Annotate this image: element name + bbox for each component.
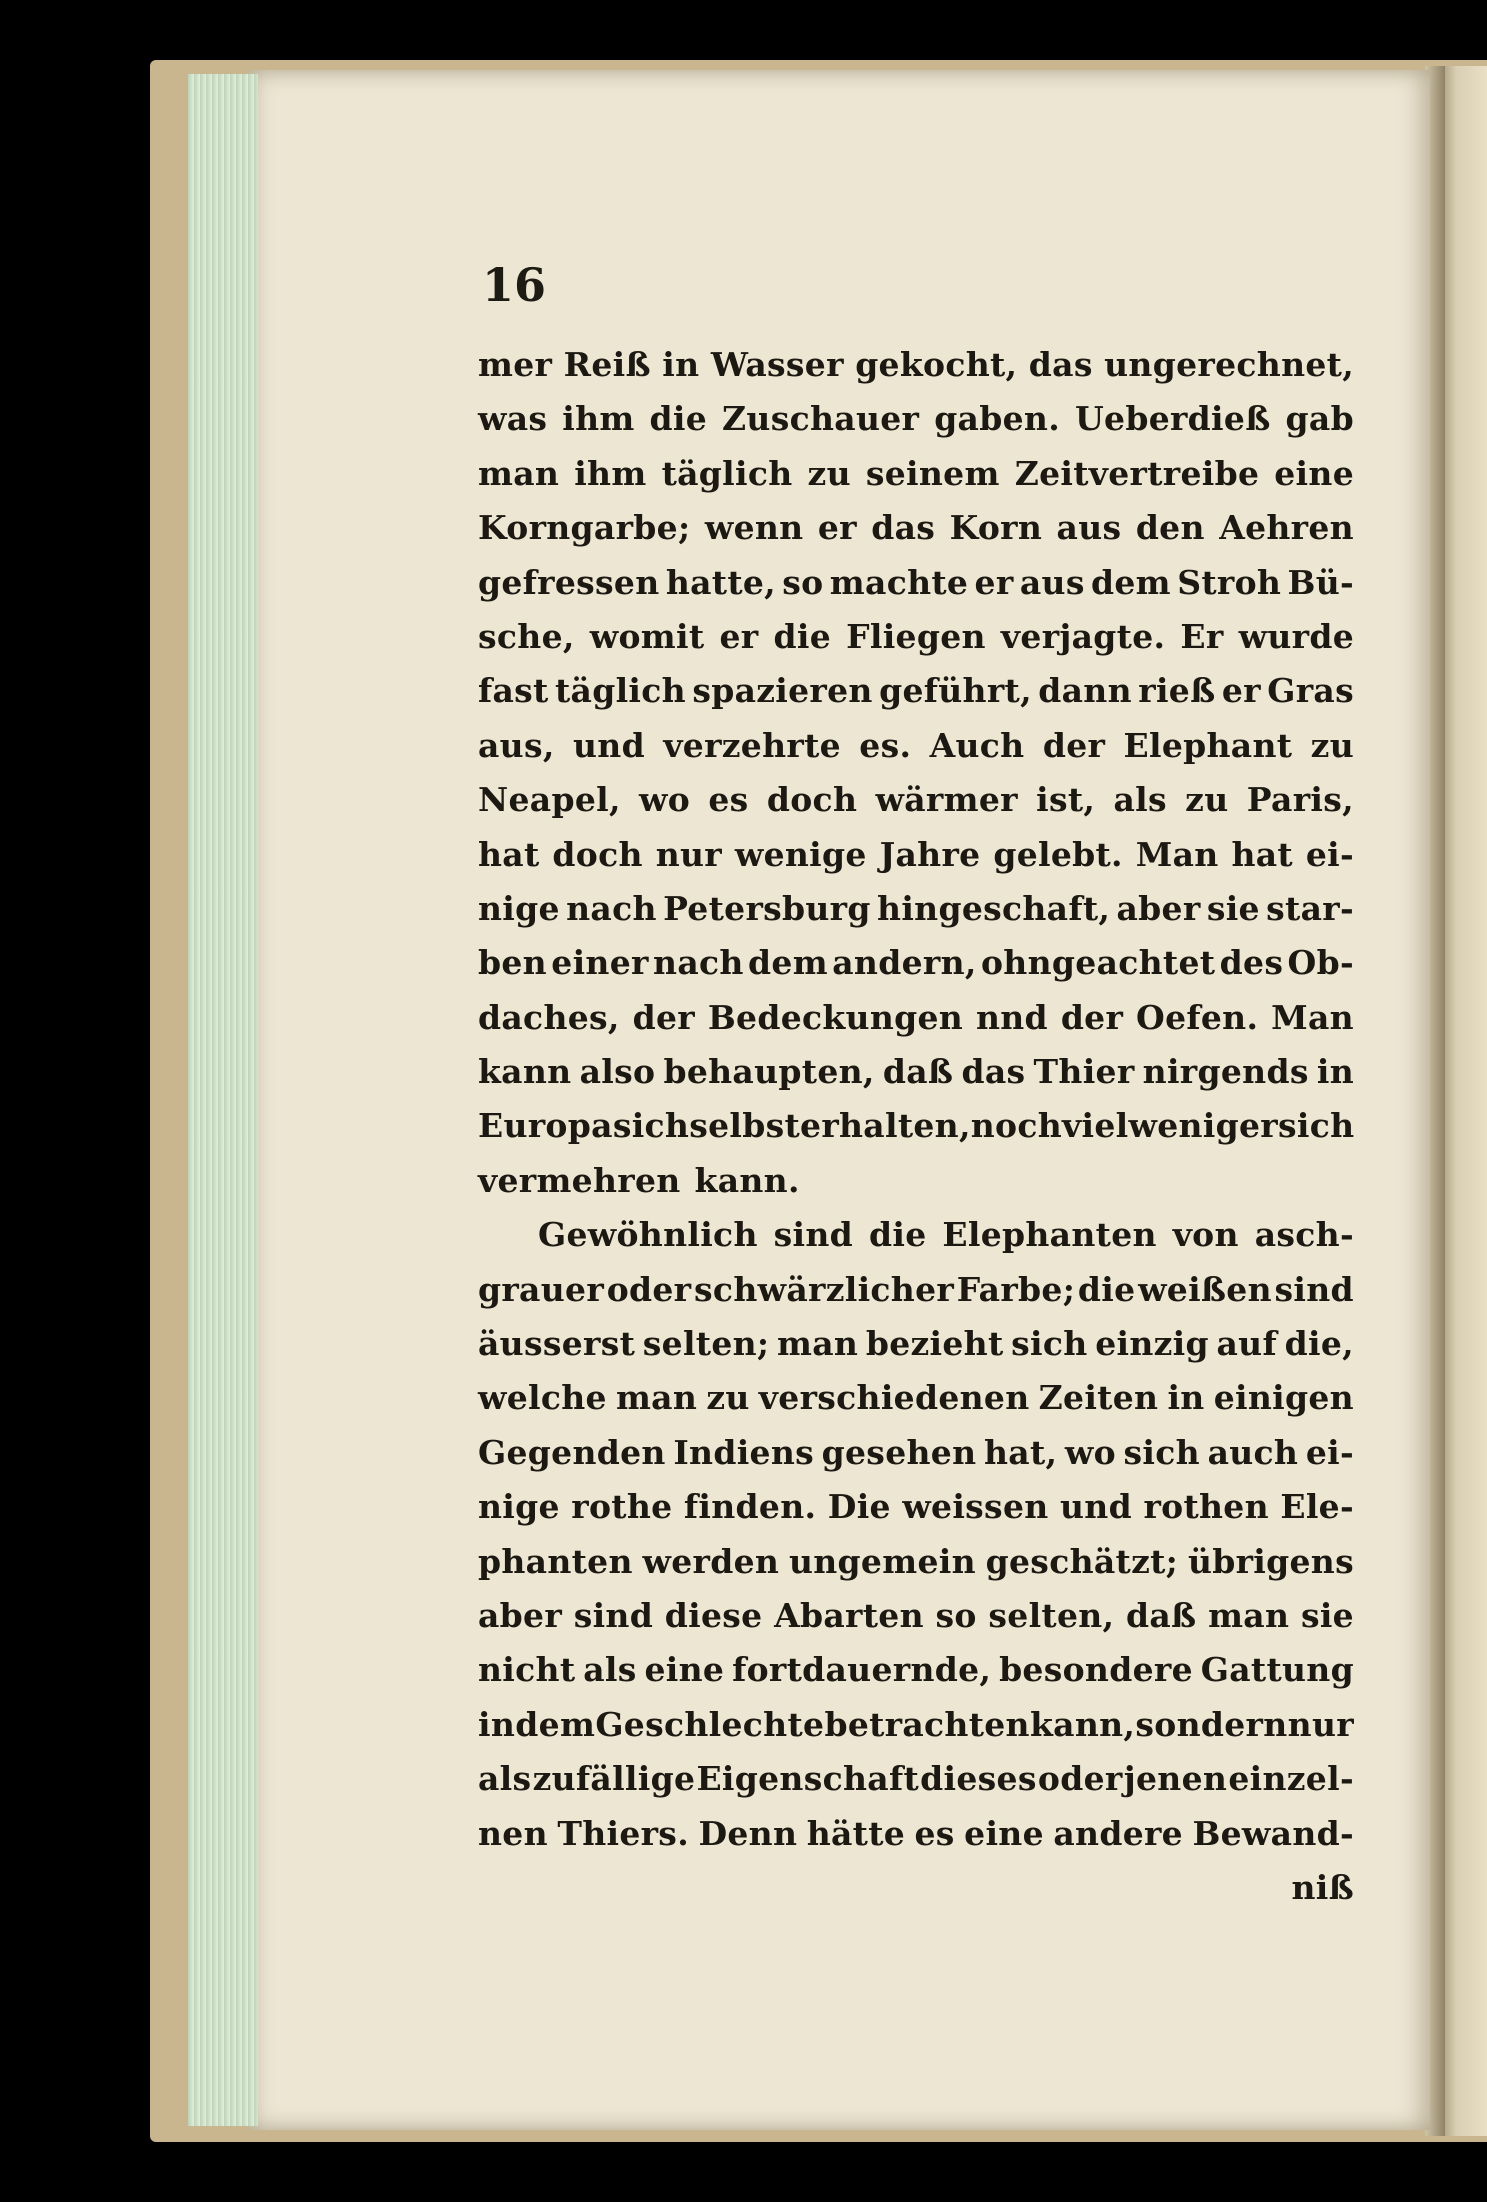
word: spazieren (692, 671, 873, 711)
word: die (1077, 1269, 1136, 1309)
text-line (478, 664, 1354, 718)
word: daches, (478, 997, 620, 1037)
word: aus (1056, 508, 1122, 548)
word: daß (882, 1052, 954, 1092)
word: gelebt. (993, 834, 1123, 874)
word: dann (1038, 671, 1132, 711)
word: was (478, 399, 548, 439)
word: ei- (1305, 834, 1354, 874)
word: des (1219, 943, 1284, 983)
word: phanten (478, 1541, 633, 1581)
word: rothen (1143, 1487, 1269, 1527)
word: bezieht (865, 1324, 1004, 1364)
word: Elephanten (942, 1215, 1157, 1255)
word: rieß (1138, 671, 1216, 711)
word: Bedeckungen (707, 997, 964, 1037)
word: ihm (574, 453, 647, 493)
word: machte (829, 562, 969, 602)
word: wärmer (875, 780, 1018, 820)
word: ungerechnet, (1104, 345, 1354, 384)
word: Neapel, (478, 780, 621, 820)
word: sie (1206, 888, 1260, 928)
text-line (478, 1154, 1354, 1208)
word: Bü- (1287, 562, 1354, 602)
word: zu (807, 453, 851, 493)
word: andern, (832, 943, 977, 983)
word: dem (748, 943, 828, 983)
page-edges (188, 74, 258, 2126)
word: so (935, 1595, 977, 1635)
word: gab (1285, 399, 1354, 439)
word: vielweniger (1062, 1106, 1278, 1146)
word: gaben. (934, 399, 1060, 439)
text-line (478, 1317, 1354, 1371)
text-line (478, 1371, 1354, 1425)
word: auf (1216, 1324, 1277, 1364)
word: eine (964, 1813, 1044, 1853)
word: so (782, 562, 824, 602)
word: Ele- (1280, 1487, 1354, 1527)
word: ben (478, 943, 547, 983)
word: mer (478, 345, 553, 384)
text-line (478, 1535, 1354, 1589)
word: geschätzt; (985, 1541, 1179, 1581)
word: Aehren (1219, 508, 1354, 548)
word: es (708, 780, 749, 820)
word: Man (1135, 834, 1219, 874)
word: der (632, 997, 695, 1037)
word: vermehren (478, 1160, 681, 1200)
word: gesehen (821, 1432, 977, 1472)
word: wo (1064, 1432, 1116, 1472)
text-line (478, 1807, 1354, 1861)
word: hatte, (665, 562, 776, 602)
page-text (478, 338, 1354, 1915)
word: als (583, 1650, 637, 1690)
word: zu (1185, 780, 1229, 820)
word: Eigenschaft (696, 1759, 919, 1799)
word: verschiedenen (758, 1378, 1030, 1418)
text-line (478, 936, 1354, 990)
word: Abarten (774, 1595, 924, 1635)
word: es. (859, 725, 912, 765)
text-line (478, 1263, 1354, 1317)
word: Gegenden (478, 1432, 666, 1472)
word: sie (1300, 1595, 1354, 1635)
word: ihm (562, 399, 635, 439)
word: seinem (865, 453, 1000, 493)
text-line (478, 1752, 1354, 1806)
word: Zeiten (1038, 1378, 1159, 1418)
word: doch (552, 834, 643, 874)
word: in (478, 1704, 516, 1744)
word: man (615, 1378, 698, 1418)
word: das (1028, 345, 1093, 384)
word: wurde (1238, 616, 1354, 656)
text-line (478, 338, 1354, 392)
word: die (868, 1215, 927, 1255)
word: also (579, 1052, 656, 1092)
word: Zeitvertreibe (1014, 453, 1260, 493)
word: doch (766, 780, 858, 820)
word: oder (606, 1269, 692, 1309)
word: Thier (1033, 1052, 1135, 1092)
word: in (1167, 1378, 1205, 1418)
word: Gewöhnlich (538, 1215, 758, 1255)
word: Stroh (1177, 562, 1282, 602)
word: nur (655, 834, 722, 874)
word: äusserst (478, 1324, 636, 1364)
word: dieses (920, 1759, 1037, 1799)
word: Zuschauer (722, 399, 920, 439)
word: kann. (694, 1160, 800, 1200)
word: grauer (478, 1269, 605, 1309)
word: zufällige (532, 1759, 696, 1799)
word: nige (478, 1487, 560, 1527)
word: schwärzlicher (694, 1269, 955, 1309)
text-line (478, 610, 1354, 664)
word: Wasser (710, 345, 844, 384)
word: fast (478, 671, 549, 711)
word: sche, (478, 616, 575, 656)
word: man (478, 453, 560, 493)
word: es (914, 1813, 955, 1853)
word: sich (612, 1106, 690, 1146)
word: nen (478, 1813, 548, 1853)
word: die (649, 399, 708, 439)
word: Reiß (563, 345, 651, 384)
text-line (478, 991, 1354, 1045)
word: zu (1310, 725, 1354, 765)
word: aus, (478, 725, 555, 765)
word: Elephant (1123, 725, 1293, 765)
word: sind (773, 1215, 854, 1255)
word: in (662, 345, 700, 384)
word: Die (827, 1487, 891, 1527)
word: das (871, 508, 936, 548)
word: wenn (704, 508, 804, 548)
word: hat (478, 834, 540, 874)
word: jenen (1123, 1759, 1228, 1799)
word: nach (566, 888, 657, 928)
text-line (478, 1643, 1354, 1697)
word: gekocht, (855, 345, 1018, 384)
word: dem (1091, 562, 1171, 602)
word: auch (1207, 1432, 1299, 1472)
word: in (1316, 1052, 1354, 1092)
word: sich (1277, 1106, 1355, 1146)
word: Denn (698, 1813, 798, 1853)
text-line (478, 882, 1354, 936)
text-line (478, 1861, 1354, 1915)
word: wenige (734, 834, 867, 874)
word: finden. (683, 1487, 817, 1527)
word: diese (664, 1595, 763, 1635)
word: noch (970, 1106, 1063, 1146)
word: den (1135, 508, 1205, 548)
word: einigen (1213, 1378, 1354, 1418)
word: nirgends (1142, 1052, 1309, 1092)
word: verjagte. (1000, 616, 1166, 656)
word: zu (706, 1378, 750, 1418)
word: das (961, 1052, 1026, 1092)
word: die, (1284, 1324, 1354, 1364)
word: hätte (806, 1813, 906, 1853)
word: aus (1019, 562, 1085, 602)
word: sich (1123, 1432, 1200, 1472)
text-line (478, 1480, 1354, 1534)
word: hingeschaft, (877, 888, 1111, 928)
word: betrachten (824, 1704, 1030, 1744)
word: täglich (661, 453, 793, 493)
book-page (250, 70, 1430, 2130)
word: Bewand- (1192, 1813, 1354, 1853)
text-line (478, 1698, 1354, 1752)
word: aber (478, 1595, 563, 1635)
word: Paris, (1246, 780, 1354, 820)
word: Jahre (879, 834, 981, 874)
word: und (573, 725, 645, 765)
word: Ueberdieß (1074, 399, 1271, 439)
word: womit (589, 616, 705, 656)
word: selten, (988, 1595, 1115, 1635)
word: nur (1287, 1704, 1354, 1744)
word: ist, (1036, 780, 1096, 820)
word: asch- (1254, 1215, 1354, 1255)
word: ungemein (788, 1541, 976, 1581)
word: Geschlechte (595, 1704, 825, 1744)
word: und (1060, 1487, 1132, 1527)
word: selbst (689, 1106, 801, 1146)
word: nach (653, 943, 744, 983)
text-line (478, 392, 1354, 446)
word: Farbe; (956, 1269, 1076, 1309)
word: erhalten, (800, 1106, 971, 1146)
word: Oefen. (1136, 997, 1259, 1037)
word: dem (515, 1704, 596, 1744)
word: nnd (975, 997, 1048, 1037)
text-line (478, 447, 1354, 501)
word: von (1172, 1215, 1239, 1255)
word: besondere (999, 1650, 1193, 1690)
word: eine (1274, 453, 1354, 493)
text-line (478, 1099, 1354, 1153)
text-line (478, 1426, 1354, 1480)
word: er (719, 616, 759, 656)
word: Petersburg (663, 888, 871, 928)
word: selten; (642, 1324, 770, 1364)
word: er (817, 508, 857, 548)
word: Korn (949, 508, 1043, 548)
word: Man (1271, 997, 1354, 1037)
word: sind (573, 1595, 654, 1635)
word: ei- (1305, 1432, 1354, 1472)
word: kann, (1030, 1704, 1136, 1744)
word: Europa (478, 1106, 613, 1146)
word: Er (1180, 616, 1224, 656)
word: einer (551, 943, 649, 983)
word: einzel- (1228, 1759, 1354, 1799)
word: übrigens (1187, 1541, 1354, 1581)
word: man (777, 1324, 859, 1364)
word: sich (1011, 1324, 1088, 1364)
word: Korngarbe; (478, 508, 691, 548)
word: sondern (1135, 1704, 1288, 1744)
word: Ob- (1287, 943, 1354, 983)
text-line (478, 1045, 1354, 1099)
page-number: 16 (482, 258, 547, 312)
word: die (773, 616, 832, 656)
word: welche (478, 1378, 607, 1418)
word: er (1221, 671, 1261, 711)
word: eine (644, 1650, 725, 1690)
word: rothe (571, 1487, 673, 1527)
text-line (478, 501, 1354, 555)
word: oder (1037, 1759, 1123, 1799)
word: gefressen (478, 562, 660, 602)
word: Gattung (1200, 1650, 1354, 1690)
word: werden (642, 1541, 780, 1581)
word: fortdauernde, (732, 1650, 992, 1690)
word: Auch (929, 725, 1025, 765)
word: täglich (554, 671, 686, 711)
word: als (478, 1759, 532, 1799)
word: einzig (1095, 1324, 1209, 1364)
text-line (478, 828, 1354, 882)
word: er (974, 562, 1014, 602)
word: geführt, (879, 671, 1032, 711)
word: behaupten, (663, 1052, 875, 1092)
word: daß (1125, 1595, 1197, 1635)
word: hat, (983, 1432, 1058, 1472)
word: der (1060, 997, 1124, 1037)
word: ohngeachtet (981, 943, 1216, 983)
text-line (478, 773, 1354, 827)
word: Thiers. (557, 1813, 689, 1853)
text-line (478, 1208, 1354, 1262)
word: weißen (1138, 1269, 1272, 1309)
word: niß (1291, 1867, 1354, 1907)
word: sind (1274, 1269, 1354, 1309)
word: hat (1231, 834, 1293, 874)
word: Indiens (673, 1432, 815, 1472)
facing-page-edge (1440, 66, 1487, 2136)
text-line (478, 1589, 1354, 1643)
word: wo (639, 780, 691, 820)
text-line (478, 556, 1354, 610)
word: als (1113, 780, 1167, 820)
word: andere (1053, 1813, 1183, 1853)
word: Fliegen (846, 616, 986, 656)
word: aber (1116, 888, 1201, 928)
word: verzehrte (663, 725, 841, 765)
word: weissen (902, 1487, 1049, 1527)
word: man (1208, 1595, 1290, 1635)
word: der (1042, 725, 1106, 765)
word: Gras (1267, 671, 1354, 711)
word: nicht (478, 1650, 576, 1690)
word: star- (1266, 888, 1354, 928)
word: kann (478, 1052, 572, 1092)
text-line (478, 719, 1354, 773)
word: nige (478, 888, 560, 928)
